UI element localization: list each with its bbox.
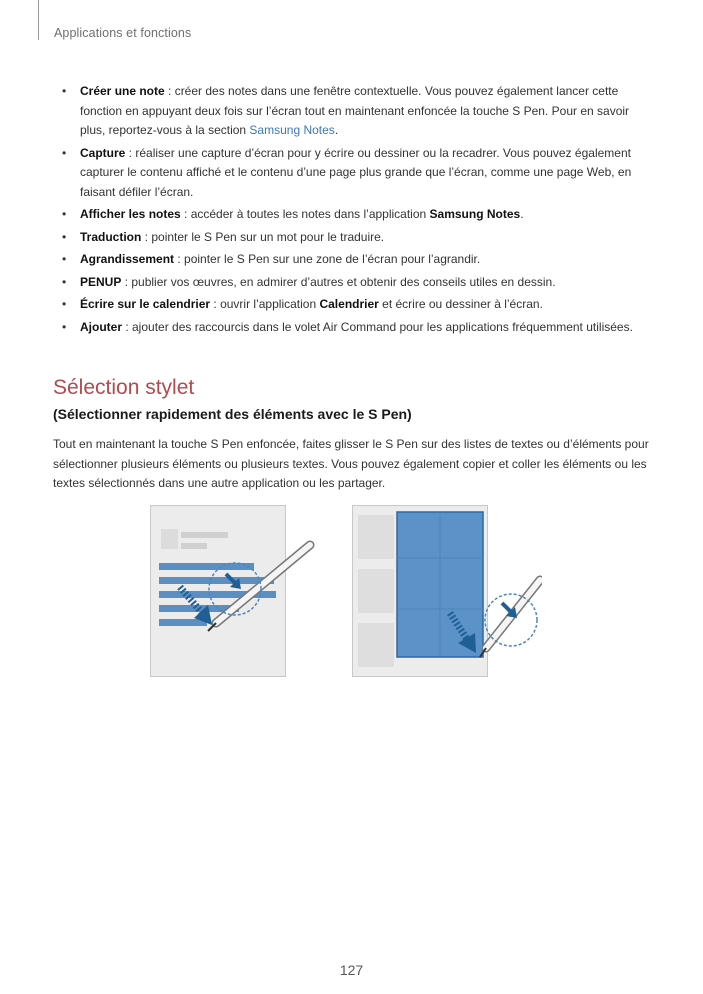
item-text: : réaliser une capture d’écran pour y écrire ou dessiner ou la recadrer. Vous pouvez également capturer le contenu affiché et le contenu d’une page plus grande que l’écran, comme une page Web, en faisant défiler l’écran. bbox=[80, 145, 632, 199]
item-bold: Calendrier bbox=[319, 297, 379, 311]
list-item bbox=[62, 144, 652, 203]
item-selection-illustration bbox=[352, 505, 542, 677]
item-text: : ajouter des raccourcis dans le volet Air Command pour les applications fréquemment utilisées. bbox=[122, 319, 633, 334]
list-item bbox=[62, 273, 652, 293]
bullet-icon: • bbox=[62, 229, 67, 244]
item-text-end: . bbox=[334, 123, 339, 137]
item-term: Créer une note bbox=[80, 84, 165, 98]
list-item bbox=[62, 318, 652, 338]
item-bold: Samsung Notes bbox=[429, 207, 521, 221]
bullet-icon: • bbox=[62, 207, 67, 221]
bullet-icon: • bbox=[62, 252, 67, 266]
section-paragraph: Tout en maintenant la touche S Pen enfoncée, faites glisser le S Pen sur des listes de textes ou d’éléments pour sélectionner plusieurs éléments ou plusieurs textes. Vous pouvez également copier et coller les éléments ou les textes sélectionnés dans une autre application ou les partager. bbox=[53, 437, 649, 490]
list-item bbox=[62, 228, 652, 248]
item-term: Afficher les notes bbox=[80, 207, 181, 221]
selected-line bbox=[159, 577, 274, 584]
text-line-placeholder bbox=[181, 532, 228, 538]
item-term: PENUP bbox=[80, 274, 122, 289]
item-text: : pointer le S Pen sur un mot pour le traduire. bbox=[141, 229, 385, 244]
item-text: : publier vos œuvres, en admirer d’autres et obtenir des conseils utiles en dessin. bbox=[121, 274, 556, 289]
feature-list bbox=[62, 82, 652, 340]
item-term: Agrandissement bbox=[80, 252, 175, 266]
list-item bbox=[62, 295, 652, 315]
page-number: 127 bbox=[339, 962, 364, 978]
list-item bbox=[62, 205, 652, 225]
bullet-icon: • bbox=[62, 297, 67, 311]
samsung-notes-link[interactable]: Samsung Notes bbox=[249, 123, 335, 137]
bullet-icon: • bbox=[62, 319, 67, 334]
bullet-icon: • bbox=[62, 274, 67, 289]
thumbnail-tile bbox=[358, 569, 394, 613]
item-term: Écrire sur le calendrier bbox=[80, 297, 211, 311]
item-text: : pointer le S Pen sur une zone de l’écran pour l’agrandir. bbox=[174, 252, 481, 266]
text-line-placeholder bbox=[181, 543, 207, 549]
item-text: : accéder à toutes les notes dans l’application bbox=[180, 207, 430, 221]
item-term: Traduction bbox=[80, 229, 142, 244]
thumbnail-tile bbox=[358, 515, 394, 559]
item-term: Capture bbox=[80, 145, 126, 160]
thumbnail-tile bbox=[358, 623, 394, 667]
bullet-icon: • bbox=[62, 145, 67, 160]
item-term: Ajouter bbox=[80, 319, 122, 334]
section-title: Sélection stylet bbox=[53, 376, 195, 399]
list-item bbox=[62, 82, 652, 141]
item-text: : créer des notes dans une fenêtre contextuelle. Vous pouvez également lancer cette fonction en appuyant deux fois sur l’écran tout en maintenant enfoncée la touche S Pen. Pour en savoir plus, reportez-vous à la section bbox=[80, 84, 630, 137]
item-text-end: . bbox=[520, 207, 524, 221]
header-title: Applications et fonctions bbox=[54, 26, 192, 40]
item-text-end: et écrire ou dessiner à l’écran. bbox=[378, 297, 543, 311]
item-text: : ouvrir l’application bbox=[210, 297, 320, 311]
bullet-icon: • bbox=[62, 84, 67, 98]
text-selection-illustration bbox=[150, 505, 315, 677]
header-rule bbox=[38, 0, 39, 40]
list-item bbox=[62, 250, 652, 270]
thumbnail-placeholder bbox=[161, 529, 178, 549]
section-subtitle: (Sélectionner rapidement des éléments avec le S Pen) bbox=[53, 406, 412, 422]
